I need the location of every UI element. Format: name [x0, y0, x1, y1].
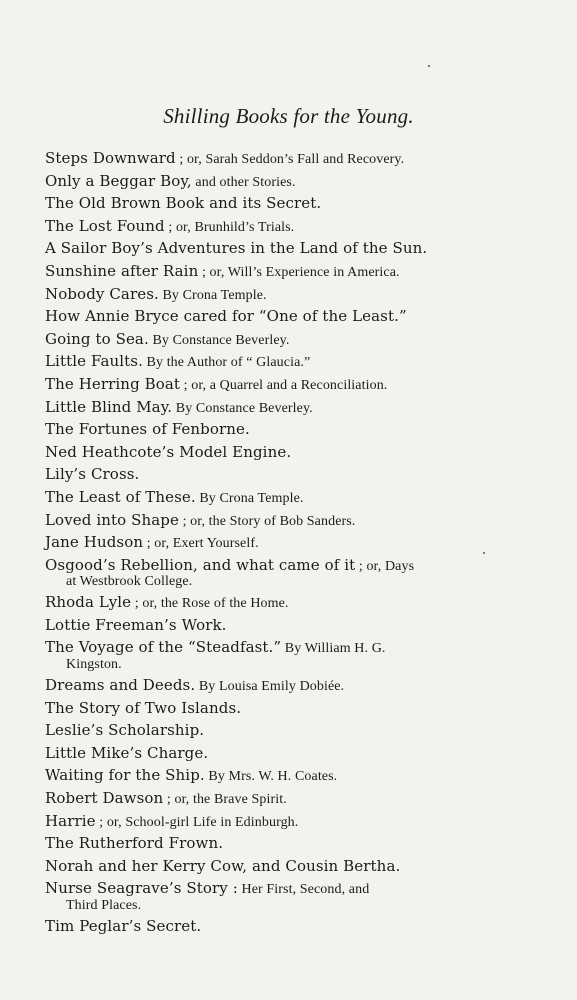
book-subtitle: ; or, Exert Yourself.: [143, 536, 259, 552]
book-entry: [45, 284, 515, 307]
book-subtitle-continuation: Kingston.: [66, 657, 122, 673]
book-title: Lily’s Cross.: [45, 465, 140, 484]
book-entry: [45, 811, 515, 834]
book-title: Ned Heathcote’s Model Engine.: [45, 442, 292, 461]
book-subtitle-continuation: Third Places.: [66, 898, 142, 913]
book-entry: [45, 878, 515, 914]
book-subtitle: By Mrs. W. H. Coates.: [204, 769, 338, 785]
book-subtitle: By the Author of “ Glaucia.”: [142, 355, 311, 371]
book-title: The Fortunes of Fenborne.: [45, 420, 250, 439]
book-title: Little Blind May.: [45, 397, 173, 416]
book-entry: [45, 743, 515, 766]
book-title: Lottie Freeman’s Work.: [45, 615, 227, 634]
book-subtitle: Her First, Second, and: [237, 882, 370, 898]
book-title: Jane Hudson: [45, 533, 144, 552]
book-title: The Least of These.: [45, 487, 196, 506]
book-entry: [45, 765, 515, 788]
book-title: The Story of Two Islands.: [45, 698, 242, 717]
book-entry: [45, 615, 515, 638]
book-title: How Annie Bryce cared for “One of the Least.”: [45, 307, 407, 326]
book-entry: [45, 510, 515, 533]
book-entry: [45, 329, 515, 352]
book-subtitle: ; or, School-girl Life in Edinburgh.: [95, 814, 299, 830]
book-entry: [45, 916, 515, 939]
book-title: Sunshine after Rain: [45, 261, 199, 280]
book-title: Little Faults.: [45, 352, 143, 371]
page-heading: Shilling Books for the Young.: [163, 104, 414, 128]
book-title: Steps Downward: [45, 149, 176, 167]
book-title: Harrie: [45, 811, 96, 830]
book-entry: [45, 148, 515, 171]
book-subtitle: ; or, Days: [355, 558, 415, 574]
book-entry: [45, 351, 515, 374]
book-entry: [45, 788, 515, 811]
book-entry: [45, 487, 515, 510]
book-title: Dreams and Deeds.: [45, 676, 196, 695]
book-title: Only a Beggar Boy,: [45, 171, 192, 190]
book-title: Rhoda Lyle: [45, 593, 132, 612]
book-subtitle: ; or, a Quarrel and a Reconciliation.: [180, 377, 388, 393]
book-entry: [45, 261, 515, 284]
book-subtitle-continuation: at Westbrook College.: [66, 574, 193, 590]
book-entry: [45, 592, 515, 615]
book-title: Little Mike’s Charge.: [45, 743, 209, 762]
book-subtitle: ; or, the Story of Bob Sanders.: [178, 513, 356, 529]
book-list: [45, 148, 515, 939]
book-entry: [45, 856, 515, 879]
book-title: The Herring Boat: [45, 374, 181, 393]
book-subtitle: ; or, the Brave Spirit.: [163, 792, 287, 808]
book-title: Robert Dawson: [45, 789, 164, 808]
book-entry: [45, 532, 515, 555]
book-entry: [45, 238, 515, 261]
book-entry: [45, 193, 515, 216]
book-title: Leslie’s Scholarship.: [45, 721, 205, 740]
book-entry: [45, 464, 515, 487]
book-title: Nobody Cares.: [45, 284, 159, 303]
book-entry: [45, 397, 515, 420]
book-title: A Sailor Boy’s Adventures in the Land of the Sun.: [45, 239, 428, 258]
book-entry: [45, 306, 515, 329]
book-subtitle: and other Stories.: [191, 174, 296, 190]
book-entry: [45, 698, 515, 721]
book-title: Tim Peglar’s Secret.: [45, 917, 202, 935]
book-subtitle: ; or, Will’s Experience in America.: [198, 264, 400, 280]
book-subtitle: ; or, Sarah Seddon’s Fall and Recovery.: [175, 152, 405, 167]
book-entry: [45, 216, 515, 239]
book-title: Loved into Shape: [45, 510, 179, 529]
book-entry: [45, 171, 515, 194]
book-subtitle: By Crona Temple.: [158, 287, 267, 303]
book-entry: [45, 419, 515, 442]
book-title: Nurse Seagrave’s Story :: [45, 879, 238, 898]
book-entry: [45, 374, 515, 397]
book-subtitle: By Constance Beverley.: [172, 400, 313, 416]
book-subtitle: By Crona Temple.: [195, 490, 304, 506]
book-title: The Rutherford Frown.: [45, 834, 224, 853]
ink-speck: [483, 552, 485, 554]
book-subtitle: By Constance Beverley.: [148, 332, 290, 348]
book-subtitle: ; or, Brunhild’s Trials.: [164, 219, 295, 235]
book-entry: [45, 637, 515, 673]
book-entry: [45, 720, 515, 743]
book-subtitle: By Louisa Emily Dobiée.: [195, 679, 345, 695]
book-entry: [45, 555, 515, 591]
book-title: The Lost Found: [45, 216, 165, 235]
book-title: Waiting for the Ship.: [45, 766, 205, 785]
book-entry: [45, 833, 515, 856]
book-title: The Voyage of the “Steadfast.”: [45, 638, 282, 657]
book-title: Norah and her Kerry Cow, and Cousin Bertha.: [45, 856, 401, 875]
book-title: Osgood’s Rebellion, and what came of it: [45, 555, 356, 574]
book-title: Going to Sea.: [45, 329, 149, 348]
book-entry: [45, 442, 515, 465]
book-subtitle: By William H. G.: [281, 641, 386, 657]
book-title: The Old Brown Book and its Secret.: [45, 194, 322, 213]
book-subtitle: ; or, the Rose of the Home.: [131, 596, 289, 612]
book-entry: [45, 675, 515, 698]
ink-speck: [428, 65, 430, 67]
